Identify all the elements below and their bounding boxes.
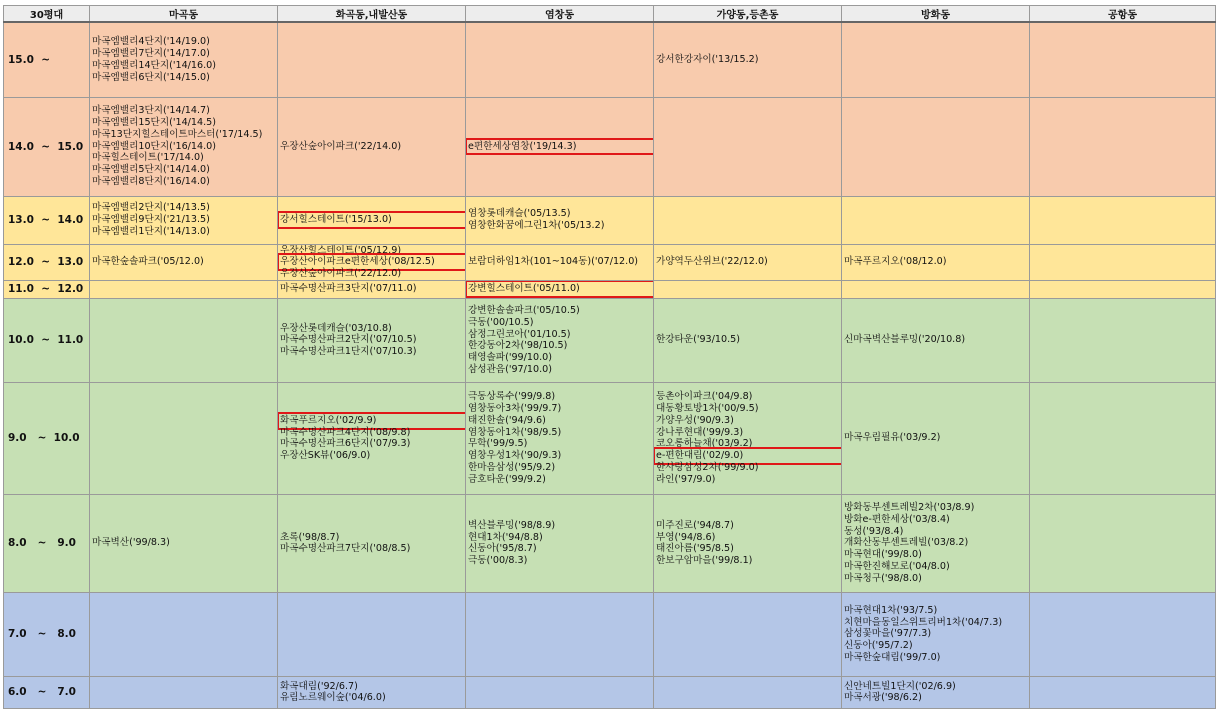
table-cell[interactable] <box>278 244 466 280</box>
apartment-entry: 신안네트빌1단지('02/6.9) <box>844 680 956 692</box>
price-range-cell[interactable]: 6.0 ~ 7.0 <box>4 676 90 708</box>
table-cell[interactable] <box>1030 592 1216 676</box>
apartment-entry: 미주진로('94/8.7) <box>656 519 734 531</box>
apartment-entry: 마곡수명산파크1단지('07/10.3) <box>280 346 417 358</box>
apartment-entry: 코오롱하늘채('03/9.2) <box>656 438 753 450</box>
apartment-entry: 삼성관음('97/10.0) <box>468 363 552 375</box>
apartment-entry: 마곡푸르지오('08/12.0) <box>844 256 947 268</box>
table-cell[interactable] <box>842 22 1030 97</box>
apartment-entry: 염창한화꿈에그린1차('05/13.2) <box>468 220 605 231</box>
table-cell[interactable] <box>90 382 278 494</box>
table-cell[interactable] <box>278 196 466 244</box>
apartment-entry: 마곡힐스테이트('17/14.0) <box>92 152 204 164</box>
table-row <box>4 298 1216 382</box>
table-cell[interactable] <box>466 382 654 494</box>
header-yeomchang[interactable]: 염창동 <box>466 6 654 23</box>
table-cell[interactable] <box>466 244 654 280</box>
table-row <box>4 494 1216 592</box>
table-row <box>4 592 1216 676</box>
apartment-entry: 한사랑삼성2차('99/9.0) <box>656 461 759 473</box>
table-row <box>4 244 1216 280</box>
price-range-cell[interactable]: 9.0 ~ 10.0 <box>4 382 90 494</box>
apartment-entry: 강서한강자이('13/15.2) <box>656 53 759 65</box>
apartment-entry: 강변한솔솔파크('05/10.5) <box>468 305 580 316</box>
price-range-cell[interactable]: 12.0 ~ 13.0 <box>4 244 90 280</box>
apartment-entry: 마곡엠밸리1단지('14/13.0) <box>92 225 210 237</box>
table-cell[interactable] <box>278 676 466 708</box>
table-cell[interactable] <box>654 196 842 244</box>
table-cell[interactable] <box>90 676 278 708</box>
highlighted-apartment-entry: 강변힐스테이트('05/11.0) <box>468 283 653 295</box>
header-banghwa[interactable]: 방화동 <box>842 6 1030 23</box>
highlighted-apartment-entry: 화곡푸르지오('02/9.9) <box>280 415 465 427</box>
highlighted-apartment-entry: e편한세상염창('19/14.3) <box>468 141 653 153</box>
apartment-entry: 염창동아3차('99/9.7) <box>468 403 562 414</box>
apartment-entry: 태진아름('95/8.5) <box>656 543 734 555</box>
table-cell[interactable] <box>90 494 278 592</box>
table-cell[interactable] <box>90 280 278 298</box>
table-cell[interactable] <box>1030 676 1216 708</box>
apartment-entry: 금호타운('99/9.2) <box>468 473 546 485</box>
highlighted-apartment-entry: 우장산아이파크e편한세상('08/12.5) <box>280 256 465 268</box>
table-cell[interactable] <box>90 196 278 244</box>
table-row <box>4 22 1216 97</box>
apartment-entry: 극동('00/8.3) <box>468 555 528 567</box>
table-cell[interactable] <box>842 298 1030 382</box>
header-size[interactable]: 30평대 <box>4 6 90 23</box>
price-range-cell[interactable]: 7.0 ~ 8.0 <box>4 592 90 676</box>
apartment-entry: 극동('00/10.5) <box>468 316 534 328</box>
price-range-cell[interactable]: 8.0 ~ 9.0 <box>4 494 90 592</box>
apartment-entry: 무학('99/9.5) <box>468 438 528 450</box>
table-body <box>4 22 1216 708</box>
price-range-cell[interactable]: 10.0 ~ 11.0 <box>4 298 90 382</box>
highlighted-apartment-entry: e-편한대림('02/9.0) <box>656 450 841 462</box>
table-cell[interactable] <box>1030 298 1216 382</box>
apartment-entry: 마곡한진해모로('04/8.0) <box>844 561 950 573</box>
apartment-entry: 신마곡벽산블루밍('20/10.8) <box>844 334 966 346</box>
apartment-entry: 마곡수명산파크2단지('07/10.5) <box>280 334 417 346</box>
apartment-entry: 마곡엠밸리2단지('14/13.5) <box>92 202 210 214</box>
apartment-entry: 우장산숲아이파크('22/14.0) <box>280 140 402 152</box>
table-cell[interactable] <box>278 592 466 676</box>
table-cell[interactable] <box>278 97 466 196</box>
table-cell[interactable] <box>1030 494 1216 592</box>
apartment-entry: 치현마을동일스위트리버1차('04/7.3) <box>844 616 1003 628</box>
table-cell[interactable] <box>842 676 1030 708</box>
table-cell[interactable] <box>466 280 654 298</box>
table-cell[interactable] <box>842 196 1030 244</box>
table-cell[interactable] <box>654 280 842 298</box>
apartment-entry: 보람더하임1차(101~104동)('07/12.0) <box>468 256 639 268</box>
table-cell[interactable] <box>278 494 466 592</box>
apartment-entry: 마곡엠밸리7단지('14/17.0) <box>92 47 210 59</box>
apartment-entry: 동성('93/8.4) <box>844 525 904 537</box>
apartment-entry: 초록('98/8.7) <box>280 531 340 543</box>
apartment-entry: 염창롯데캐슬('05/13.5) <box>468 208 571 220</box>
table-cell[interactable] <box>654 97 842 196</box>
table-cell[interactable] <box>654 244 842 280</box>
apartment-entry: 우장산힐스테이트('05/12.9) <box>280 244 402 256</box>
apartment-entry: 한마음삼성('95/9.2) <box>468 461 556 473</box>
table-cell[interactable] <box>278 22 466 97</box>
header-row <box>4 6 1216 23</box>
apartment-entry: 마곡우림필유('03/9.2) <box>844 432 941 444</box>
apartment-entry: 한보구암마을('99/8.1) <box>656 555 753 567</box>
table-cell[interactable] <box>466 298 654 382</box>
apartment-entry: 마곡엠밸리9단지('21/13.5) <box>92 214 210 226</box>
table-cell[interactable] <box>1030 196 1216 244</box>
table-cell[interactable] <box>278 382 466 494</box>
apartment-entry: 마곡엠밸리3단지('14/14.7) <box>92 105 210 117</box>
apartment-entry: 마곡엠밸리6단지('14/15.0) <box>92 71 210 83</box>
table-cell[interactable] <box>278 298 466 382</box>
apartment-entry: 신동아('95/7.2) <box>844 640 913 652</box>
apartment-entry: 한강타운('93/10.5) <box>656 334 740 346</box>
apartment-entry: 마곡한숲대림('99/7.0) <box>844 652 941 664</box>
apartment-entry: 마곡수명산파크7단지('08/8.5) <box>280 543 411 555</box>
table-row <box>4 196 1216 244</box>
apartment-entry: 우장산SK뷰('06/9.0) <box>280 450 371 462</box>
table-cell[interactable] <box>842 244 1030 280</box>
table-cell[interactable] <box>842 97 1030 196</box>
apartment-entry: 라인('97/9.0) <box>656 473 716 485</box>
apartment-entry: 화곡대림('92/6.7) <box>280 680 358 692</box>
apartment-entry: 마곡현대('99/8.0) <box>844 549 922 561</box>
apartment-entry: 태영솔파('99/10.0) <box>468 352 552 364</box>
apartment-entry: 마곡서광('98/6.2) <box>844 692 922 704</box>
table-cell[interactable] <box>466 196 654 244</box>
apartment-entry: 신동아('95/8.7) <box>468 543 537 555</box>
table-cell[interactable] <box>842 382 1030 494</box>
table-row <box>4 676 1216 708</box>
apartment-entry: 마곡엠밸리15단지('14/14.5) <box>92 117 217 128</box>
header-gonghang[interactable]: 공항동 <box>1030 6 1216 23</box>
table-cell[interactable] <box>1030 97 1216 196</box>
apartment-entry: 마곡엠밸리8단지('16/14.0) <box>92 175 210 187</box>
apartment-entry: 현대1차('94/8.8) <box>468 531 543 543</box>
apartment-entry: 마곡수명산파크6단지('07/9.3) <box>280 438 411 450</box>
table-cell[interactable] <box>654 592 842 676</box>
table-cell[interactable] <box>90 97 278 196</box>
price-range-cell[interactable]: 11.0 ~ 12.0 <box>4 280 90 298</box>
table-cell[interactable] <box>654 298 842 382</box>
table-cell[interactable] <box>466 97 654 196</box>
apartment-entry: 개화산동부센트레빌('03/8.2) <box>844 537 969 549</box>
apartment-entry: 마곡수명산파크3단지('07/11.0) <box>280 283 417 295</box>
apartment-entry: 극동상록수('99/9.8) <box>468 391 556 403</box>
apartment-entry: 등촌아이파크('04/9.8) <box>656 391 753 403</box>
table-cell[interactable] <box>466 22 654 97</box>
price-range-cell[interactable]: 14.0 ~ 15.0 <box>4 97 90 196</box>
table-cell[interactable] <box>466 676 654 708</box>
apartment-entry: 마곡13단지힐스테이트마스터('17/14.5) <box>92 128 263 140</box>
apartment-entry: 유림노르웨이숲('04/6.0) <box>280 692 386 704</box>
apartment-entry: 염창동아1차('98/9.5) <box>468 426 562 438</box>
apartment-entry: 마곡엠밸리14단지('14/16.0) <box>92 59 217 71</box>
table-row <box>4 280 1216 298</box>
table-cell[interactable] <box>1030 382 1216 494</box>
header-magok[interactable]: 마곡동 <box>90 6 278 23</box>
table-cell[interactable] <box>1030 22 1216 97</box>
table-cell[interactable] <box>1030 244 1216 280</box>
apartment-entry: 마곡엠밸리4단지('14/19.0) <box>92 36 210 48</box>
table-row <box>4 382 1216 494</box>
apartment-entry: 벽산블루밍('98/8.9) <box>468 519 556 531</box>
apartment-entry: 한강동아2차('98/10.5) <box>468 340 568 352</box>
table-cell[interactable] <box>90 22 278 97</box>
table-cell[interactable] <box>278 280 466 298</box>
table-cell[interactable] <box>654 382 842 494</box>
table-row <box>4 97 1216 196</box>
price-range-cell[interactable]: 15.0 ~ <box>4 22 90 97</box>
table-cell[interactable] <box>842 494 1030 592</box>
apartment-entry: 대동황토방1차('00/9.5) <box>656 403 759 414</box>
table-cell[interactable] <box>842 592 1030 676</box>
table-cell[interactable] <box>90 592 278 676</box>
apartment-entry: 가양역두산위브('22/12.0) <box>656 256 768 268</box>
apartment-entry: 마곡엠밸리10단지('16/14.0) <box>92 140 217 152</box>
apartment-entry: 삼성꽃마을('97/7.3) <box>844 628 932 640</box>
table-cell[interactable] <box>466 592 654 676</box>
apartment-entry: 우장산롯데캐슬('03/10.8) <box>280 322 392 334</box>
table-cell[interactable] <box>654 676 842 708</box>
table-cell[interactable] <box>842 280 1030 298</box>
apartment-entry: 강나루현대('99/9.3) <box>656 426 744 438</box>
apartment-entry: 태진한솔('94/9.6) <box>468 414 546 426</box>
apartment-entry: 마곡한숲솔파크('05/12.0) <box>92 256 204 268</box>
apartment-entry: 우장산숲아이파크('22/12.0) <box>280 268 402 280</box>
header-gayang-deungchon[interactable]: 가양동,등촌동 <box>654 6 842 23</box>
apartment-entry: 마곡엠밸리5단지('14/14.0) <box>92 164 210 176</box>
apartment-entry: 마곡수명산파크4단지('08/9.8) <box>280 426 411 438</box>
table-cell[interactable] <box>654 494 842 592</box>
table-cell[interactable] <box>90 244 278 280</box>
table-cell[interactable] <box>1030 280 1216 298</box>
apartment-entry: 마곡벽산('99/8.3) <box>92 537 170 549</box>
apartment-entry: 삼정그린코아('01/10.5) <box>468 328 571 340</box>
apartment-entry: 마곡현대1차('93/7.5) <box>844 604 938 616</box>
table-cell[interactable] <box>654 22 842 97</box>
table-cell[interactable] <box>466 494 654 592</box>
highlighted-apartment-entry: 강서힐스테이트('15/13.0) <box>280 214 465 226</box>
apartment-entry: 방화e-편한세상('03/8.4) <box>844 513 950 525</box>
apartment-entry: 부영('94/8.6) <box>656 531 716 543</box>
price-range-cell[interactable]: 13.0 ~ 14.0 <box>4 196 90 244</box>
apartment-entry: 염창우성1차('90/9.3) <box>468 450 562 462</box>
table-cell[interactable] <box>90 298 278 382</box>
header-hwagok-naebalsan[interactable]: 화곡동,내발산동 <box>278 6 466 23</box>
apartment-entry: 방화동부센트레빌2차('03/8.9) <box>844 502 975 514</box>
apartment-entry: 마곡청구('98/8.0) <box>844 572 922 584</box>
price-band-table <box>3 5 1216 709</box>
apartment-entry: 가양우성('90/9.3) <box>656 414 734 426</box>
